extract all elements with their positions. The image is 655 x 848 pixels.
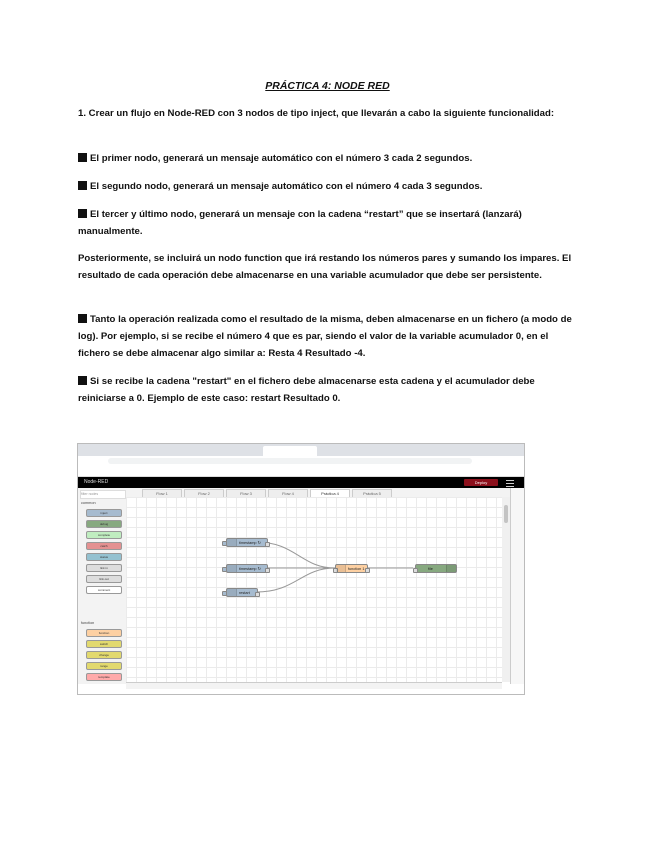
paragraph-2: Posteriormente, se incluirá un nodo function que irá restando los números pares y sumando los impares. El resultado de cada operación debe almacenarse en una variable acumulador que debe ser persistente. xyxy=(78,253,572,281)
palette-node-inject: inject xyxy=(86,509,122,517)
inject-node-1-label: timestamp ↻ xyxy=(239,541,261,545)
inject-node-2-label: timestamp ↻ xyxy=(239,567,261,571)
url-field xyxy=(108,458,472,464)
node-palette xyxy=(78,488,127,684)
bullet-1 xyxy=(78,150,578,167)
output-port xyxy=(265,568,270,573)
inject-node-2 xyxy=(226,564,268,573)
palette-node-range: range xyxy=(86,662,122,670)
output-port xyxy=(365,568,370,573)
bullet-square-icon xyxy=(78,209,87,218)
info-sidebar xyxy=(510,488,525,684)
scrollbar-thumb xyxy=(504,505,508,523)
bullet-square-icon xyxy=(78,153,87,162)
input-port xyxy=(413,568,418,573)
inject-icon xyxy=(227,539,237,546)
canvas-footer xyxy=(126,682,502,689)
palette-node-function: function xyxy=(86,629,122,637)
menu-icon xyxy=(506,480,514,487)
file-node xyxy=(415,564,457,573)
function-icon xyxy=(336,565,346,572)
browser-tab xyxy=(198,446,262,456)
flow-tab: Flow 3 xyxy=(226,489,266,498)
palette-node-link-out: link out xyxy=(86,575,122,583)
file-node-label: file xyxy=(428,567,433,571)
file-icon xyxy=(446,565,456,572)
palette-node-switch: switch xyxy=(86,640,122,648)
inject-node-3-label: restart xyxy=(239,591,250,595)
bullet-5-text: Si se recibe la cadena "restart" en el fichero debe almacenarse esta cadena y el acumulador debe reiniciarse a 0. Ejemplo de este caso: restart Resultado 0. xyxy=(78,376,535,404)
flow-canvas xyxy=(126,497,502,682)
category-function: function xyxy=(81,621,95,625)
function-node xyxy=(335,564,368,573)
flow-wires xyxy=(126,497,502,682)
inject-icon xyxy=(227,589,237,596)
canvas-scrollbar xyxy=(502,497,510,682)
bullet-4 xyxy=(78,311,578,362)
flow-tab: Flow 1 xyxy=(142,489,182,498)
bookmarks-bar xyxy=(78,466,524,477)
palette-node-link-in: link in xyxy=(86,564,122,572)
palette-node-comment: comment xyxy=(86,586,122,594)
address-bar xyxy=(78,456,524,466)
deploy-button: Deploy xyxy=(464,479,498,486)
paragraph-1: 1. Crear un flujo en Node-RED con 3 nodos de tipo inject, que llevarán a cabo la siguiente funcionalidad: xyxy=(78,108,555,119)
palette-node-complete: complete xyxy=(86,531,122,539)
flow-tab: Flow 4 xyxy=(268,489,308,498)
category-common: common xyxy=(81,501,96,505)
bullet-2 xyxy=(78,178,578,195)
bullet-square-icon xyxy=(78,314,87,323)
output-port xyxy=(265,542,270,547)
node-red-header xyxy=(78,477,524,488)
node-red-screenshot xyxy=(77,443,525,695)
bullet-3-text: El tercer y último nodo, generará un mensaje con la cadena “restart” que se insertará (lanzará) manualmente. xyxy=(78,209,522,237)
inject-node-3 xyxy=(226,588,258,597)
palette-node-change: change xyxy=(86,651,122,659)
bullet-5 xyxy=(78,373,578,407)
bullet-1-text: El primer nodo, generará un mensaje automático con el número 3 cada 2 segundos. xyxy=(90,153,473,164)
function-node-label: function 1 xyxy=(348,567,365,571)
browser-tab xyxy=(318,446,382,456)
browser-tabs xyxy=(78,444,524,456)
flow-tab: Flow 2 xyxy=(184,489,224,498)
inject-icon xyxy=(227,565,237,572)
bullet-square-icon xyxy=(78,181,87,190)
palette-node-catch: catch xyxy=(86,542,122,550)
browser-tab xyxy=(82,446,136,456)
browser-tab-active xyxy=(263,446,317,456)
bullet-2-text: El segundo nodo, generará un mensaje automático con el número 4 cada 3 segundos. xyxy=(90,181,483,192)
flow-tab: Práctica 5 xyxy=(352,489,392,498)
palette-node-status: status xyxy=(86,553,122,561)
page-title: PRÁCTICA 4: NODE RED xyxy=(265,80,390,92)
output-port xyxy=(255,592,260,597)
node-red-logo: Node-RED xyxy=(84,479,109,485)
palette-filter: filter nodes xyxy=(80,490,126,499)
bullet-4-text: Tanto la operación realizada como el resultado de la misma, deben almacenarse en un fichero (a modo de log). Por ejemplo, si se recibe el número 4 que es par, siendo el valor de la variable acumulador 0, en el fichero se debe almacenar algo similar a: Resta 4 Resultado -4. xyxy=(78,314,572,359)
bullet-square-icon xyxy=(78,376,87,385)
flow-tab: Práctica 4 xyxy=(310,489,350,498)
palette-node-debug: debug xyxy=(86,520,122,528)
inject-node-1 xyxy=(226,538,268,547)
bullet-3 xyxy=(78,206,578,240)
palette-node-template: template xyxy=(86,673,122,681)
